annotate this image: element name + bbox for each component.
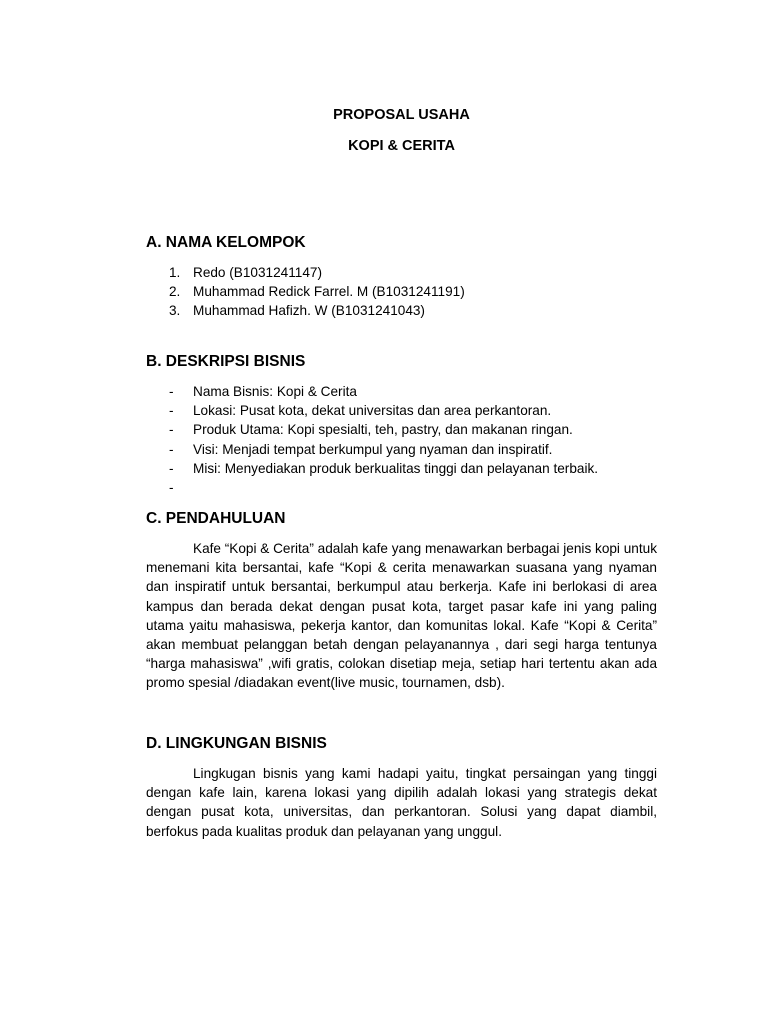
list-item-text: Redo (B1031241147) — [193, 265, 322, 280]
list-dash: - — [169, 441, 174, 457]
pendahuluan-paragraph: Kafe “Kopi & Cerita” adalah kafe yang menawarkan berbagai jenis kopi untuk menemani kita bersantai, kafe “Kopi & cerita menawarkan suasana yang nyaman dan inspiratif untuk bersantai, berkumpul atau berkerja. Kafe ini berlokasi di area kampus dan berada dekat dengan pusat kota, target pasar kafe ini yang paling utama yaitu mahasiswa, pekerja kantor, dan komunitas lokal. Kafe “Kopi & Cerita” akan membuat pelanggan betah dengan pelayanannya , dari segi harga tentunya “harga mahasiswa” ,wifi gratis, colokan disetiap meja, setiap hari tertentu akan ada promo spesial /diadakan event(live music, tournamen, dsb). — [146, 541, 657, 691]
list-dash: - — [169, 479, 174, 495]
lingkungan-bisnis-paragraph: Lingkugan bisnis yang kami hadapi yaitu, tingkat persaingan yang tinggi dengan kafe lain, karena lokasi yang dipilih adalah lokasi yang strategis dekat dengan pusat kota, universitas, dan perkantoran. Solusi yang dapat diambil, berfokus pada kualitas produk dan pelayanan yang unggul. — [146, 766, 657, 839]
list-item-text: Muhammad Redick Farrel. M (B1031241191) — [193, 284, 465, 300]
list-item — [146, 478, 657, 497]
list-item-text: Muhammad Hafizh. W (B1031241043) — [193, 303, 425, 319]
list-item-text: Nama Bisnis: Kopi & Cerita — [193, 384, 357, 399]
list-item — [146, 263, 657, 282]
list-item — [146, 282, 657, 301]
document-title: PROPOSAL USAHA — [333, 107, 470, 123]
list-item-text: Produk Utama: Kopi spesialti, teh, pastry, dan makanan ringan. — [193, 422, 573, 438]
list-dash: - — [169, 460, 174, 476]
list-item-text: Visi: Menjadi tempat berkumpul yang nyaman dan inspiratif. — [193, 441, 553, 457]
list-item-text: Misi: Menyediakan produk berkualitas tinggi dan pelayanan terbaik. — [193, 460, 599, 476]
section-heading-pendahuluan: C. PENDAHULUAN — [146, 510, 286, 527]
list-item — [146, 440, 657, 459]
document-subtitle: KOPI & CERITA — [348, 138, 455, 154]
list-item — [146, 401, 657, 420]
list-dash: - — [169, 403, 174, 419]
list-number: 1. — [169, 265, 181, 280]
list-number: 3. — [169, 303, 181, 319]
section-heading-nama-kelompok: A. NAMA KELOMPOK — [146, 234, 306, 251]
list-item — [146, 382, 657, 401]
list-number: 2. — [169, 284, 181, 300]
section-heading-deskripsi-bisnis: B. DESKRIPSI BISNIS — [146, 353, 306, 370]
member-list — [146, 263, 657, 321]
list-item — [146, 459, 657, 478]
business-description-list — [146, 382, 657, 497]
section-heading-lingkungan-bisnis: D. LINGKUNGAN BISNIS — [146, 735, 327, 752]
list-item — [146, 301, 657, 320]
list-dash: - — [169, 422, 174, 438]
list-item — [146, 420, 657, 439]
list-dash: - — [169, 384, 174, 399]
list-item-text: Lokasi: Pusat kota, dekat universitas dan area perkantoran. — [193, 403, 552, 419]
